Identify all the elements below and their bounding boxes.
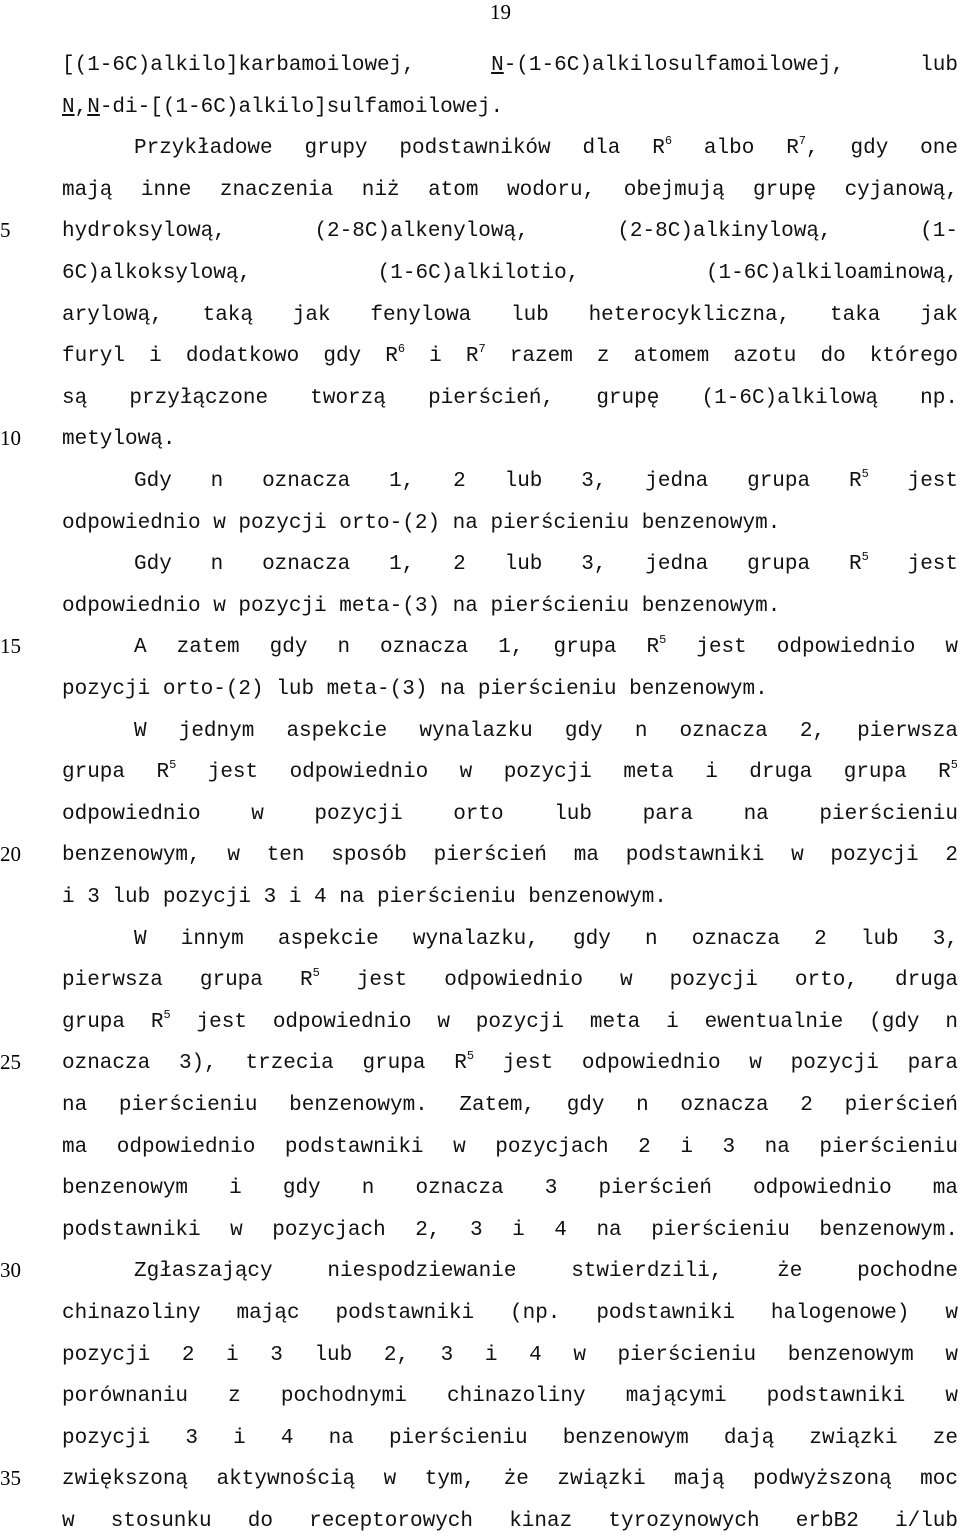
text-run: jest odpowiednio w pozycji meta i ewentualnie (gdy n [170,1010,958,1034]
superscript: 5 [861,550,869,565]
text-line [134,719,958,745]
superscript: 5 [466,1049,475,1064]
text-run: chinazoliny mając podstawniki (np. podstawniki halogenowe) w [62,1302,958,1325]
text-run: N [87,95,100,119]
text-run: Przykładowe grupy podstawników dla R [134,137,665,161]
text-line [134,927,958,953]
text-run: odpowiednio w pozycji meta-(3) na pierścieniu benzenowym. [62,594,781,618]
text-line [62,1509,958,1535]
text-line [62,511,958,537]
text-line [62,386,958,412]
text-line [62,1051,958,1077]
text-line [62,1426,958,1452]
text-run: odpowiednio w pozycji orto-(2) na pierścieniu benzenowym. [62,511,781,535]
superscript: 7 [478,342,486,357]
text-run: furyl i dodatkowo gdy R [62,345,398,369]
text-run: Gdy n oznacza 1, 2 lub 3, jedna grupa R [134,470,862,493]
text-run: , [74,95,88,119]
text-run: -di-[(1-6C)alkilo]sulfamoilowej. [99,95,504,119]
text-run: ma odpowiednio podstawniki w pozycjach 2 i 3 na pierścieniu [62,1135,958,1159]
text-line [62,95,958,121]
text-run: jest odpowiednio w pozycji meta i druga grupa R [176,761,951,785]
line-number: 15 [0,634,21,658]
text-run: grupa R [62,1010,164,1034]
line-number: 20 [0,842,21,866]
text-run: W innym aspekcie wynalazku, gdy n oznacza 2 lub 3, [134,927,958,951]
text-line [62,1093,958,1119]
text-line [62,1007,958,1036]
text-run: benzenowym i gdy n oznacza 3 pierścień odpowiednio ma [62,1177,958,1201]
text-line [62,1176,958,1202]
text-run: pozycji 2 i 3 lub 2, 3 i 4 w pierścieniu benzenowym w [62,1343,958,1367]
superscript: 5 [659,633,667,648]
text-line [62,594,958,620]
text-run: Gdy n oznacza 1, 2 lub 3, jedna grupa R [134,553,862,577]
text-run: są przyłączone tworzą pierścień, grupę (1-6C)alkilową np. [62,386,958,410]
text-run: albo R [672,137,799,161]
text-run: 6C)alkoksylową, (1-6C)alkilotio, (1-6C)alkiloaminową, [62,262,958,285]
line-number: 35 [0,1466,21,1490]
line-number: 5 [0,218,11,242]
text-run: na pierścieniu benzenowym. Zatem, gdy n oznacza 2 pierścień [62,1094,958,1117]
text-run: pozycji orto-(2) lub meta-(3) na pierścieniu benzenowym. [62,678,768,701]
text-line [62,1467,958,1493]
superscript: 7 [798,134,806,149]
text-line [62,1135,958,1161]
text-line [134,635,958,661]
page-number: 19 [490,0,511,24]
text-run: N [491,54,504,77]
text-run: benzenowym, w ten sposób pierścień ma podstawniki w pozycji 2 [62,844,958,868]
text-line [134,136,958,162]
text-line [62,1384,958,1410]
text-run: N [62,95,75,119]
superscript: 5 [169,758,177,773]
text-line [62,53,958,79]
line-number: 30 [0,1258,21,1282]
text-run: jest odpowiednio w pozycji para [474,1052,958,1076]
text-run: Zgłaszający niespodziewanie stwierdzili, że pochodne [134,1260,958,1284]
text-run: jest odpowiednio w pozycji orto, druga [319,969,958,993]
text-run: jest [868,470,959,493]
line-number: 25 [0,1050,21,1074]
text-line [62,677,958,703]
text-run: jest odpowiednio w [666,636,958,660]
superscript: 5 [950,758,958,773]
text-line [134,1259,958,1285]
text-line [62,261,958,287]
text-line [134,469,958,495]
text-run: A zatem gdy n oznacza 1, grupa R [134,636,660,660]
text-run: i R [405,345,479,369]
text-line [62,760,958,786]
text-line [62,1301,958,1327]
text-run: jest [868,553,959,577]
text-run: grupa R [62,761,170,785]
superscript: 6 [397,342,406,357]
superscript: 5 [861,467,869,481]
text-run: pierwsza grupa R [62,969,313,993]
text-line [62,303,958,329]
text-line [62,178,958,204]
text-run: W jednym aspekcie wynalazku gdy n oznacza 2, pierwsza [134,719,958,743]
text-line [62,885,958,911]
text-run: [(1-6C)alkilo]karbamoilowej, [62,54,492,77]
text-line [62,968,958,994]
text-run: zwiększoną aktywnością w tym, że związki mają podwyższoną moc [62,1468,958,1492]
text-run: mają inne znaczenia niż atom wodoru, obejmują grupę cyjanową, [62,178,958,202]
text-line [62,219,958,245]
text-run: metylową. [62,428,176,452]
text-run: oznacza 3), trzecia grupa R [62,1052,467,1076]
text-run: pozycji 3 i 4 na pierścieniu benzenowym dają związki ze [62,1426,958,1450]
text-line [62,1343,958,1369]
superscript: 5 [163,1007,171,1022]
text-line [62,802,958,828]
text-line [62,344,958,370]
text-run: razem z atomem azotu do którego [485,345,958,369]
text-line [134,552,958,578]
text-run: -(1-6C)alkilosulfamoilowej, lub [503,54,958,77]
text-run: porównaniu z pochodnymi chinazoliny mającymi podstawniki w [62,1385,958,1409]
text-run: w stosunku do receptorowych kinaz tyrozynowych erbB2 i/lub [62,1510,958,1533]
text-run: odpowiednio w pozycji orto lub para na pierścieniu [62,802,958,826]
text-run: hydroksylową, (2-8C)alkenylową, (2-8C)alkinylową, (1- [62,220,958,244]
text-run: podstawniki w pozycjach 2, 3 i 4 na pierścieniu benzenowym. [62,1218,958,1242]
text-run: i 3 lub pozycji 3 i 4 na pierścieniu benzenowym. [62,886,667,909]
line-number: 10 [0,426,21,450]
text-line [62,427,958,453]
superscript: 5 [312,966,320,981]
text-run: arylową, taką jak fenylowa lub heterocykliczna, taka jak [62,303,958,327]
superscript: 6 [664,134,673,149]
text-line [62,843,958,869]
text-line [62,1218,958,1244]
text-run: , gdy one [806,137,958,161]
